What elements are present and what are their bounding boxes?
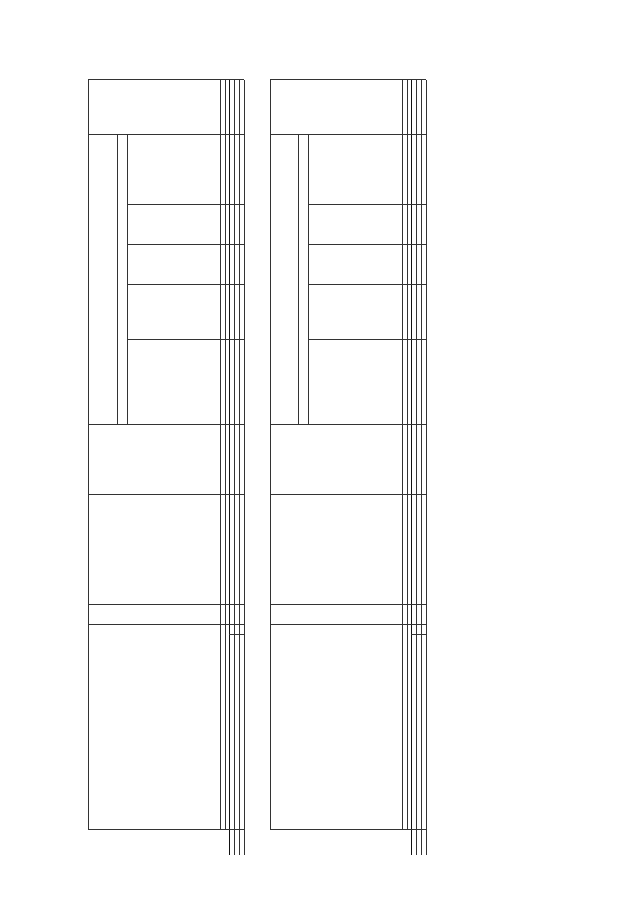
table-1-colnum-6 [220, 285, 225, 340]
table-1-header-7 [135, 247, 215, 283]
table-2-header-9 [316, 167, 396, 203]
table-1-colnum-10 [220, 135, 225, 165]
table-2-total-label [421, 627, 426, 653]
table-2-header-7 [316, 247, 396, 283]
table-1-colnum-11 [220, 80, 225, 135]
table-2-header-10 [316, 137, 396, 165]
table-2-header-1 [322, 627, 382, 828]
table-1-header-3 [140, 497, 200, 603]
table-2-colnum-11 [402, 80, 407, 135]
table-1-header-8 [135, 207, 215, 243]
table-1-group-header [98, 135, 110, 425]
table-2-colnum-5 [402, 340, 407, 425]
table-1-header-1 [140, 627, 200, 828]
table-2-incl-label [299, 365, 308, 425]
table-2-header-11 [292, 82, 382, 133]
table-2-header-3 [322, 497, 382, 603]
table-2-header-6 [316, 287, 396, 338]
table-2-colnum-7 [402, 245, 407, 285]
table-2-colnum-4 [402, 425, 407, 495]
table-1-header-6 [135, 287, 215, 338]
table-1-incl-label [118, 365, 127, 425]
table-1-header-5 [135, 342, 215, 423]
table-2-header-5 [316, 342, 396, 423]
table-2-colnum-8 [402, 205, 407, 245]
table-1-colnum-4 [220, 425, 225, 495]
table-2-row-code [417, 605, 422, 625]
table-2-header-2 [322, 606, 382, 624]
table-1-colnum-3 [220, 495, 225, 605]
table-1-row-code [235, 605, 240, 625]
table-1-total-label [239, 627, 244, 653]
table-2-group-header [280, 135, 292, 425]
table-1-colnum-9 [220, 165, 225, 205]
table-1-header-11 [110, 82, 200, 133]
table-2-colnum-3 [402, 495, 407, 605]
table-1-header-10 [135, 137, 215, 165]
table-2-header-8 [316, 207, 396, 243]
table-1-colnum-7 [220, 245, 225, 285]
table-1-header-2 [140, 606, 200, 624]
table-1-header-4 [140, 427, 200, 493]
table-2-colnum-6 [402, 285, 407, 340]
table-2-colnum-9 [402, 165, 407, 205]
table-2-header-4 [322, 427, 382, 493]
table-1-colnum-1 [220, 625, 225, 830]
table-2-colnum-1 [402, 625, 407, 830]
table-1-colnum-5 [220, 340, 225, 425]
table-1-colnum-8 [220, 205, 225, 245]
table-1-header-9 [135, 167, 215, 203]
table-2-colnum-10 [402, 135, 407, 165]
